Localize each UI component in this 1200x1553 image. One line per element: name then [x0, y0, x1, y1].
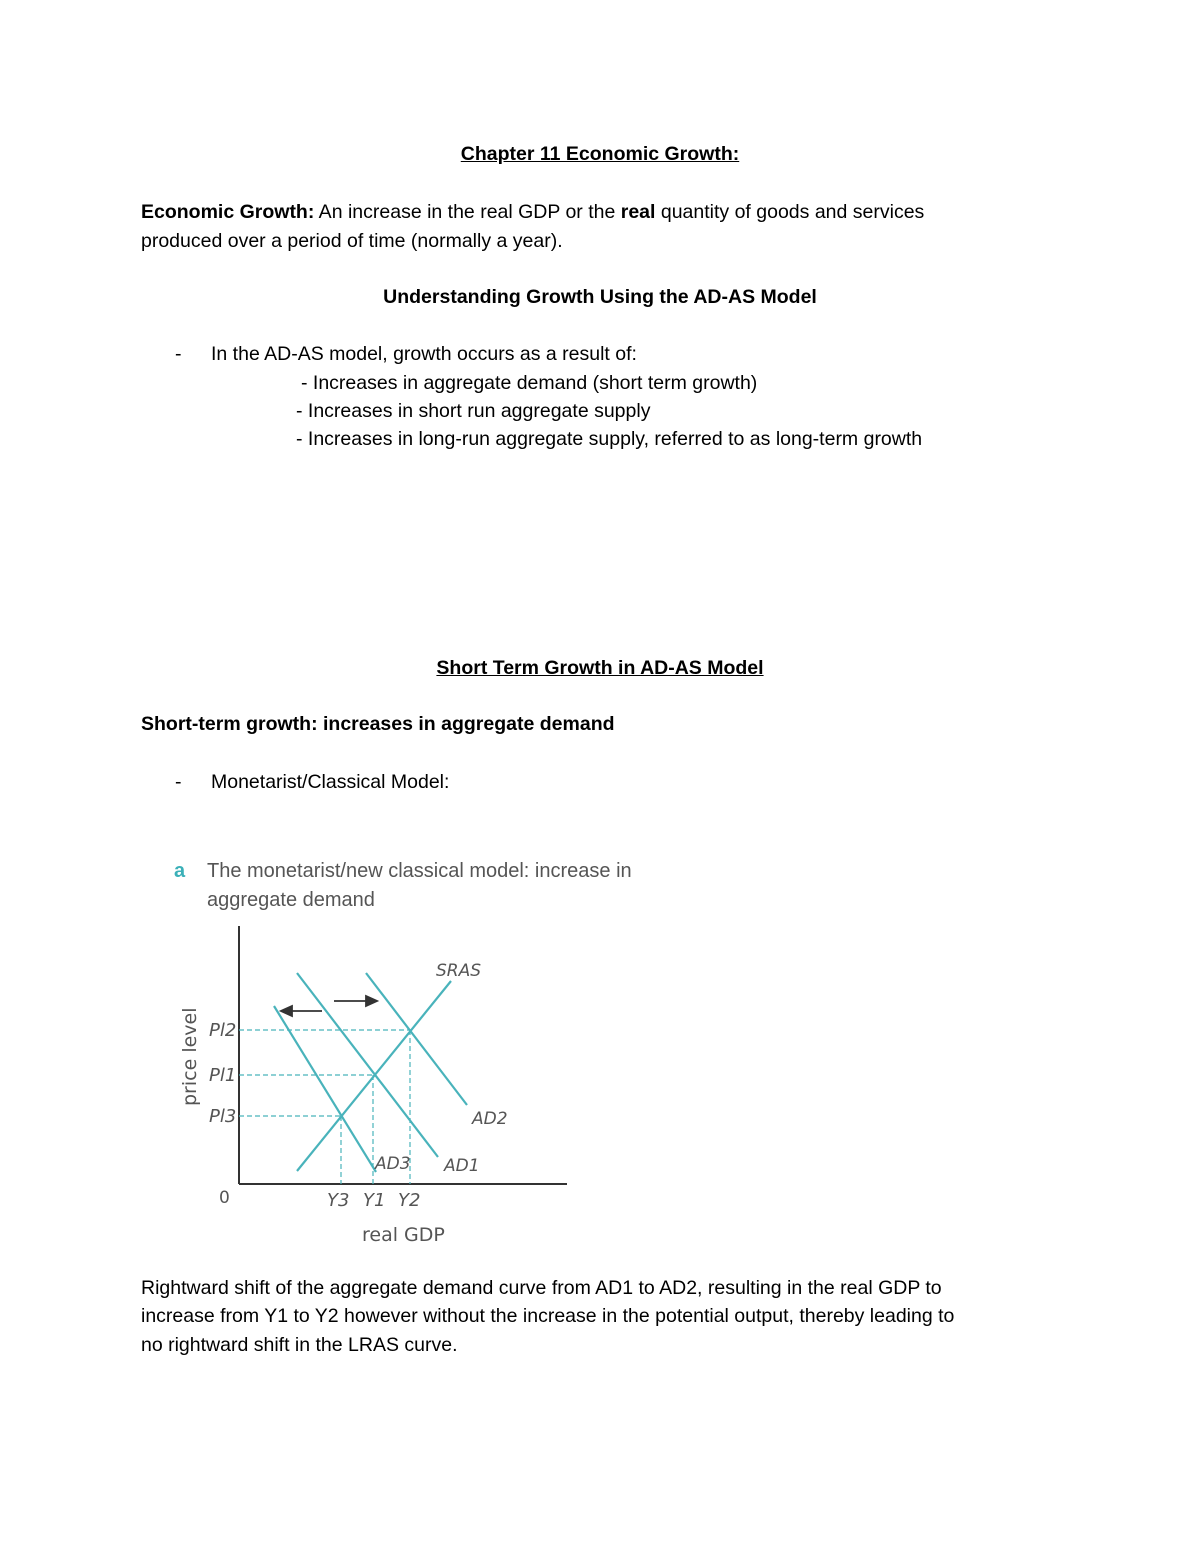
section1-bullet: In the AD-AS model, growth occurs as a result of: [211, 343, 637, 365]
definition-emph: real [620, 201, 656, 223]
section2-subheading: Short-term growth: increases in aggregate demand [141, 713, 615, 735]
definition-line-2: produced over a period of time (normally a year). [141, 230, 563, 252]
conclusion-line-1: Rightward shift of the aggregate demand curve from AD1 to AD2, resulting in the real GDP to [141, 1277, 942, 1299]
x-axis-label: real GDP [362, 1224, 445, 1246]
section1-sub-item: - Increases in aggregate demand (short term growth) [301, 372, 758, 394]
section1-bullet-marker: - [175, 343, 182, 365]
conclusion-line-2: increase from Y1 to Y2 however without the increase in the potential output, thereby leading to [141, 1305, 955, 1327]
definition-text-1: An increase in the real GDP or the [314, 201, 621, 223]
right-arrow-icon [366, 996, 377, 1006]
conclusion-line-3: no rightward shift in the LRAS curve. [141, 1334, 458, 1356]
pl3-label: Pl3 [209, 1106, 237, 1127]
section1-sub-item: - Increases in long-run aggregate supply, referred to as long-term growth [296, 428, 923, 450]
ad2-label: AD2 [472, 1109, 508, 1129]
origin-label: 0 [219, 1188, 230, 1208]
figure-caption-line-2: aggregate demand [207, 889, 375, 911]
figure-caption-line-1: The monetarist/new classical model: increase in [207, 860, 632, 882]
y3-label: Y3 [327, 1190, 350, 1211]
definition-term: Economic Growth: [141, 201, 315, 223]
ad3-curve [274, 1006, 376, 1172]
section1-sub-item: - Increases in short run aggregate supply [296, 400, 651, 422]
left-arrow-icon [281, 1006, 292, 1016]
pl1-label: Pl1 [209, 1065, 237, 1086]
ad3-label: AD3 [375, 1154, 411, 1174]
y-axis-label: price level [179, 1007, 201, 1106]
y2-label: Y2 [398, 1190, 421, 1211]
section2-bullet-marker: - [175, 771, 182, 793]
pl2-label: Pl2 [209, 1020, 237, 1041]
section2-bullet: Monetarist/Classical Model: [211, 771, 450, 793]
ad2-curve [366, 973, 467, 1105]
section1-heading: Understanding Growth Using the AD-AS Model [383, 286, 817, 308]
figure-letter: a [174, 860, 186, 882]
y1-label: Y1 [363, 1190, 386, 1211]
sras-label: SRAS [436, 961, 482, 981]
section2-heading: Short Term Growth in AD-AS Model [436, 657, 764, 679]
ad1-label: AD1 [444, 1156, 480, 1176]
definition-text-2: quantity of goods and services [655, 201, 925, 223]
chapter-title: Chapter 11 Economic Growth: [460, 143, 740, 165]
